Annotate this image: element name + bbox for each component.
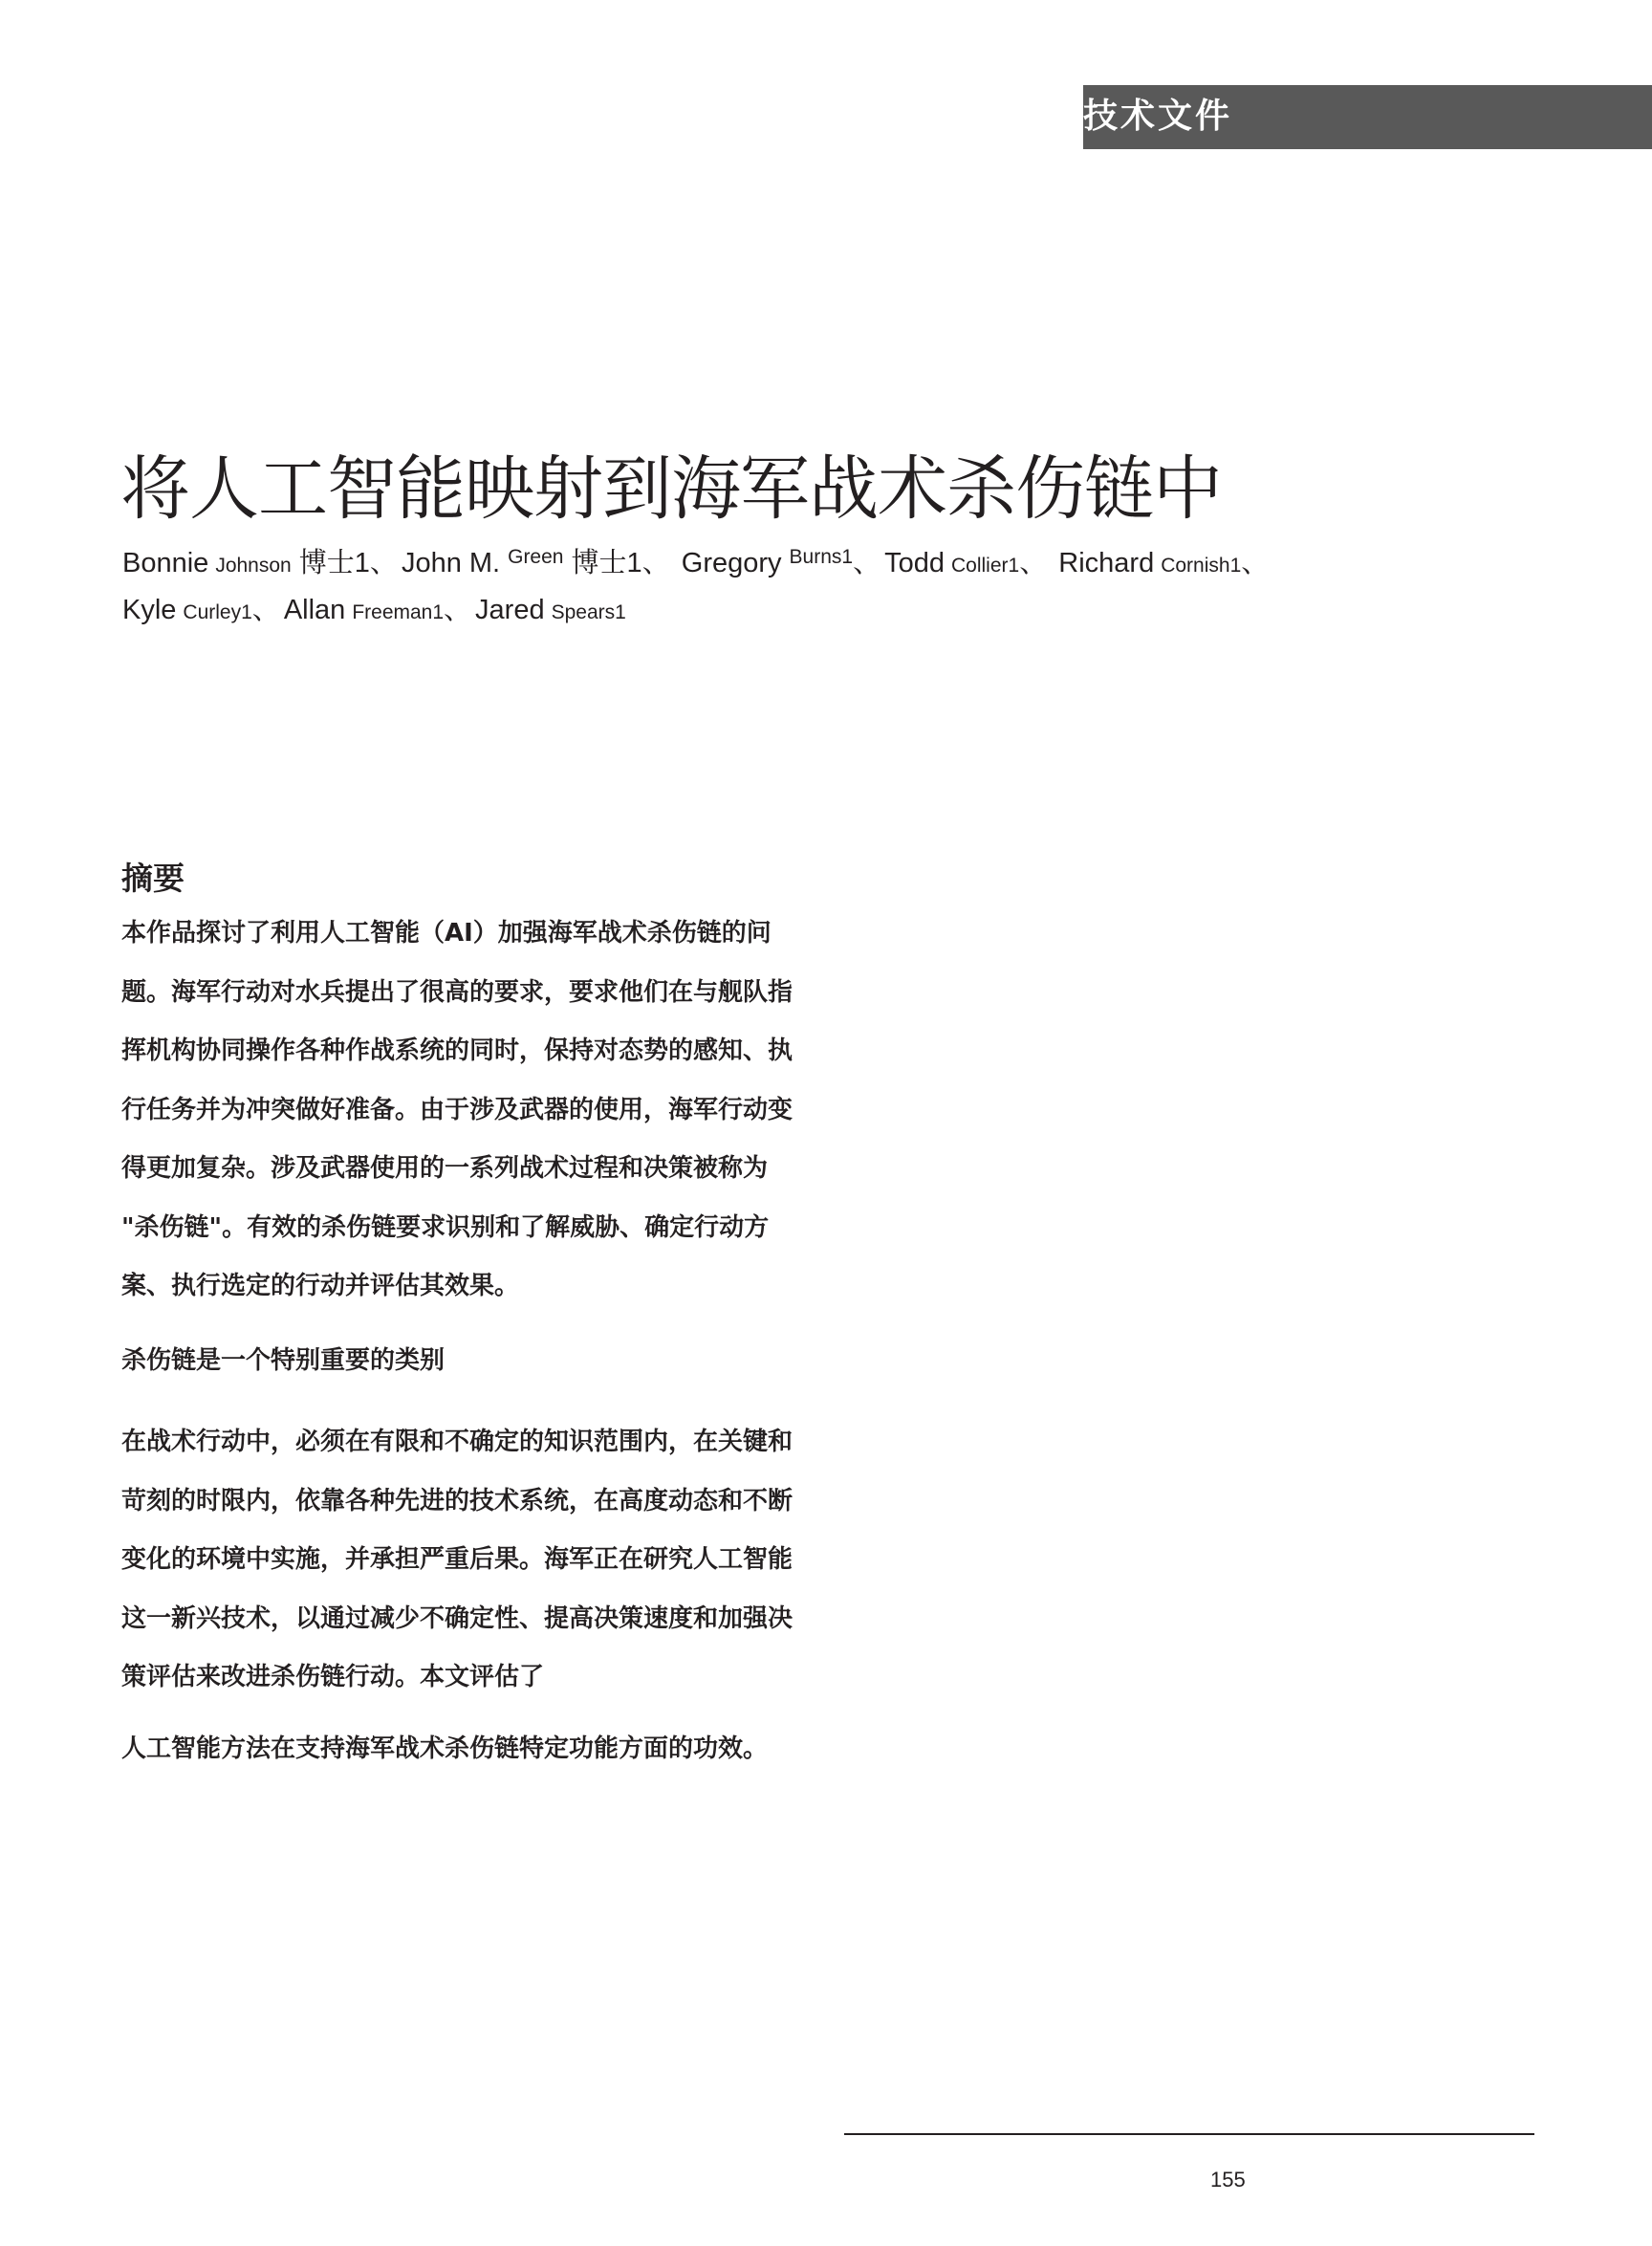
- document-type-label: 技术文件: [1083, 97, 1233, 136]
- author-bonnie-johnson: Bonnie Johnson 博士1、: [122, 548, 398, 578]
- abstract-heading: 摘要: [121, 860, 185, 898]
- author-todd-collier: Todd Collier1、: [884, 548, 1048, 578]
- author-richard-cornish: Richard Cornish1、: [1058, 548, 1270, 578]
- footer-divider: [844, 2133, 1534, 2135]
- abstract-paragraph-4: 人工智能方法在支持海军战术杀伤链特定功能方面的功效。: [121, 1734, 769, 1763]
- page-number: 155: [1210, 2168, 1246, 2191]
- author-kyle-curley: Kyle Curley1、: [122, 595, 280, 625]
- abstract-paragraph-3: 在战术行动中，必须在有限和不确定的知识范围内，在关键和苛刻的时限内，依靠各种先进的技术系统，在高度动态和不断变化的环境中实施，并承担严重后果。海军正在研究人工智能这一新兴技术，以通过减少不确定性、提高决策速度和加强决策评估来改进杀伤链行动。本文评估了: [121, 1428, 793, 1691]
- author-jared-spears: Jared Spears1: [475, 595, 626, 625]
- paper-title: 将人工智能映射到海军战术杀伤链中: [120, 447, 1222, 530]
- abstract-paragraph-1: 本作品探讨了利用人工智能（AI）加强海军战术杀伤链的问题。海军行动对水兵提出了很高的要求，要求他们在与舰队指挥机构协同操作各种作战系统的同时，保持对态势的感知、执行任务并为冲突做好准备。由于涉及武器的使用，海军行动变得更加复杂。涉及武器使用的一系列战术过程和决策被称为 "杀伤链"。有效的杀伤链要求识别和了解威胁、确定行动方案、执行选定的行动并评估其效果。: [121, 919, 793, 1300]
- document-type-banner: [1083, 85, 1652, 149]
- abstract-paragraph-2: 杀伤链是一个特别重要的类别: [121, 1346, 446, 1375]
- author-list: [122, 535, 1365, 635]
- author-gregory-burns: Gregory $^{Burns1}$、: [681, 546, 881, 578]
- author-allan-freeman: Allan Freeman1、: [283, 595, 472, 625]
- author-john-green: John M. $^{Green}$ 博士1、: [401, 546, 670, 578]
